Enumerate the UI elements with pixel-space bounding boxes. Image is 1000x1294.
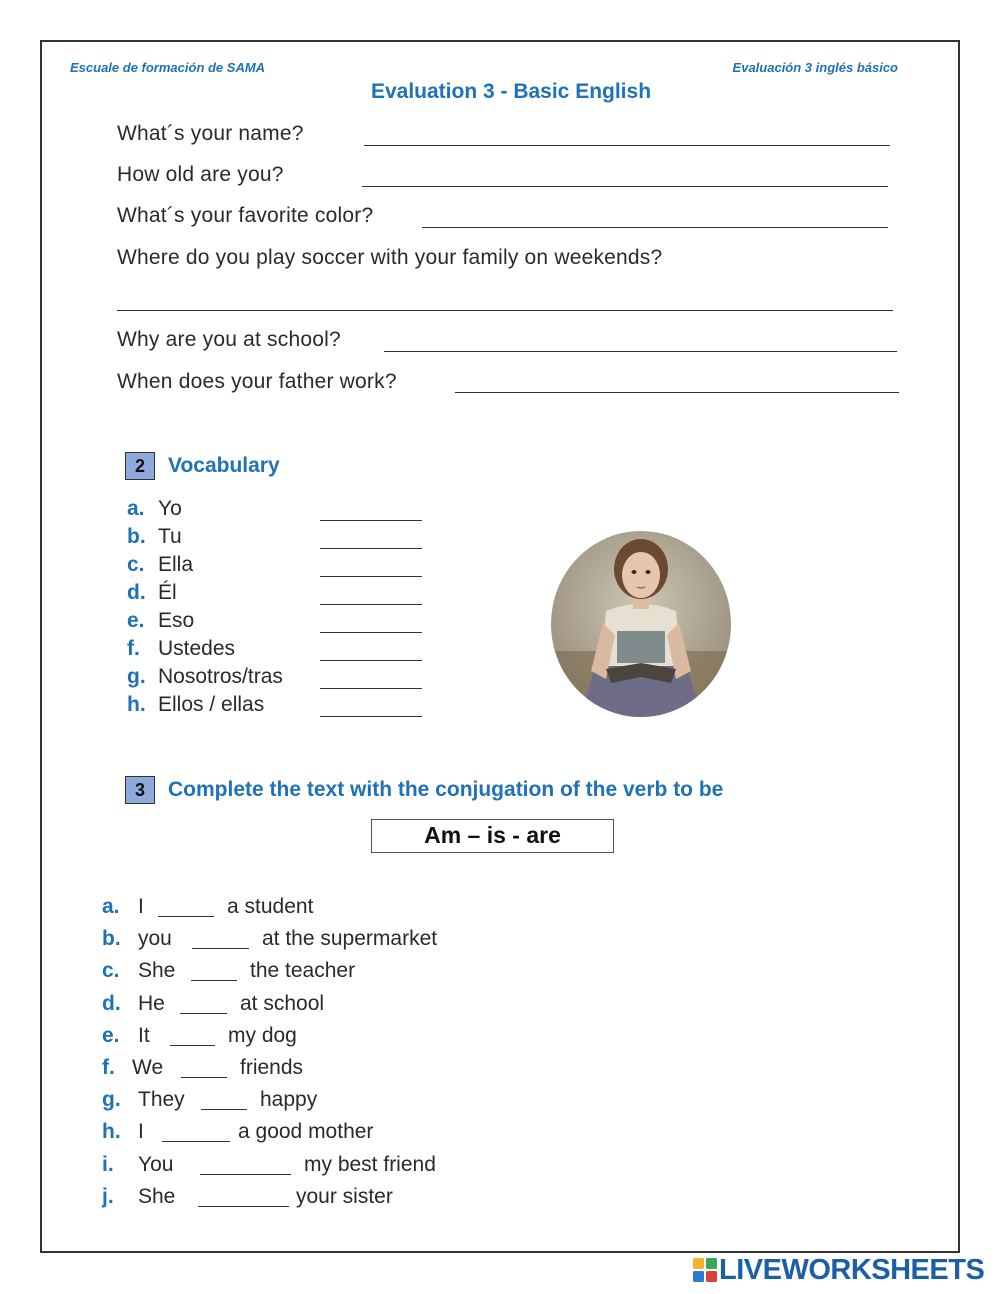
section-number-conjugation: 3 [125,776,155,804]
item-letter: g. [102,1088,121,1112]
vocab-blank[interactable] [320,688,422,689]
item-blank[interactable] [191,980,237,981]
vocab-word: Ellos / ellas [158,693,265,716]
vocab-letter: f. [127,637,140,660]
vocab-word: Él [158,581,177,604]
answer-line-father[interactable] [455,392,899,393]
vocab-item [127,609,447,637]
item-rest: a student [227,895,314,918]
answer-line-soccer[interactable] [117,310,893,311]
vocab-item [127,553,447,581]
section-title-vocabulary: Vocabulary [168,454,280,477]
item-rest: your sister [296,1184,393,1208]
conjugation-item [102,895,602,927]
item-subject: We [132,1055,164,1079]
question-soccer: Where do you play soccer with your family on weekends? [117,246,663,269]
item-subject: I [138,1120,144,1144]
conjugation-item [102,1153,602,1185]
girl-reading-illustration [551,531,731,717]
item-subject: They [138,1088,185,1112]
item-subject: She [138,959,176,983]
vocabulary-list [127,497,447,721]
vocab-letter: b. [127,525,146,548]
vocab-letter: a. [127,497,145,520]
brand-name: LIVEWORKSHEETS [719,1253,985,1286]
item-letter: c. [102,959,120,983]
conjugation-item [102,927,602,959]
item-blank[interactable] [200,1174,291,1175]
item-letter: a. [102,895,120,918]
vocab-blank[interactable] [320,576,422,577]
vocab-blank[interactable] [320,660,422,661]
vocab-letter: h. [127,693,146,716]
conjugation-item [102,1056,602,1088]
conjugation-item [102,1185,602,1217]
vocab-letter: c. [127,553,145,576]
item-rest: the teacher [250,959,356,983]
item-blank[interactable] [158,916,214,917]
item-letter: j. [102,1184,114,1208]
question-color: What´s your favorite color? [117,204,374,227]
item-letter: h. [102,1120,121,1144]
vocab-letter: e. [127,609,145,632]
conjugation-item [102,1120,602,1152]
item-rest: at school [240,991,325,1015]
item-blank[interactable] [170,1045,215,1046]
item-blank[interactable] [162,1141,230,1142]
item-letter: d. [102,991,121,1015]
vocab-blank[interactable] [320,604,422,605]
vocab-item [127,665,447,693]
vocab-letter: d. [127,581,146,604]
vocab-word: Eso [158,609,195,632]
vocab-letter: g. [127,665,146,688]
item-rest: a good mother [238,1120,374,1144]
item-subject: you [138,927,172,951]
vocab-item [127,525,447,553]
vocab-item [127,637,447,665]
conjugation-item [102,992,602,1024]
question-school: Why are you at school? [117,328,341,351]
liveworksheets-icon [693,1258,717,1282]
item-subject: You [138,1152,174,1176]
item-subject: I [138,895,144,918]
vocab-word: Nosotros/tras [158,665,283,688]
vocab-word: Yo [158,497,182,520]
page-title: Evaluation 3 - Basic English [370,80,652,103]
item-blank[interactable] [198,1206,289,1207]
vocab-item [127,581,447,609]
question-name: What´s your name? [117,122,304,145]
item-blank[interactable] [192,948,249,949]
item-subject: It [138,1023,150,1047]
item-rest: my dog [228,1023,297,1047]
item-blank[interactable] [180,1013,227,1014]
conjugation-list [102,895,602,1217]
item-blank[interactable] [181,1077,227,1078]
vocab-item [127,693,447,721]
vocab-blank[interactable] [320,716,422,717]
item-rest: at the supermarket [262,927,438,951]
word-bank: Am – is - are [371,819,614,853]
item-rest: happy [260,1088,318,1112]
item-letter: i. [102,1152,114,1176]
vocab-item [127,497,447,525]
answer-line-school[interactable] [384,351,897,352]
item-subject: She [138,1184,176,1208]
section-title-conjugation: Complete the text with the conjugation of the verb to be [168,778,724,801]
item-blank[interactable] [201,1109,247,1110]
item-letter: f. [102,1055,115,1079]
item-subject: He [138,991,165,1015]
vocab-blank[interactable] [320,520,422,521]
question-father: When does your father work? [117,370,397,393]
school-name: Escuale de formación de SAMA [70,60,266,75]
vocab-word: Tu [158,525,182,548]
item-rest: my best friend [304,1152,436,1176]
item-letter: b. [102,927,121,951]
vocab-blank[interactable] [320,548,422,549]
evaluation-label: Evaluación 3 inglés básico [732,60,898,75]
section-number-vocabulary: 2 [125,452,155,480]
conjugation-item [102,1088,602,1120]
vocab-word: Ustedes [158,637,236,660]
conjugation-item [102,1024,602,1056]
item-letter: e. [102,1023,120,1047]
vocab-blank[interactable] [320,632,422,633]
vocab-word: Ella [158,553,194,576]
liveworksheets-logo[interactable] [693,1255,984,1285]
answer-line-age[interactable] [362,186,888,187]
item-rest: friends [240,1055,304,1079]
answer-line-name[interactable] [364,145,890,146]
question-age: How old are you? [117,163,284,186]
conjugation-item [102,959,602,991]
answer-line-color[interactable] [422,227,888,228]
